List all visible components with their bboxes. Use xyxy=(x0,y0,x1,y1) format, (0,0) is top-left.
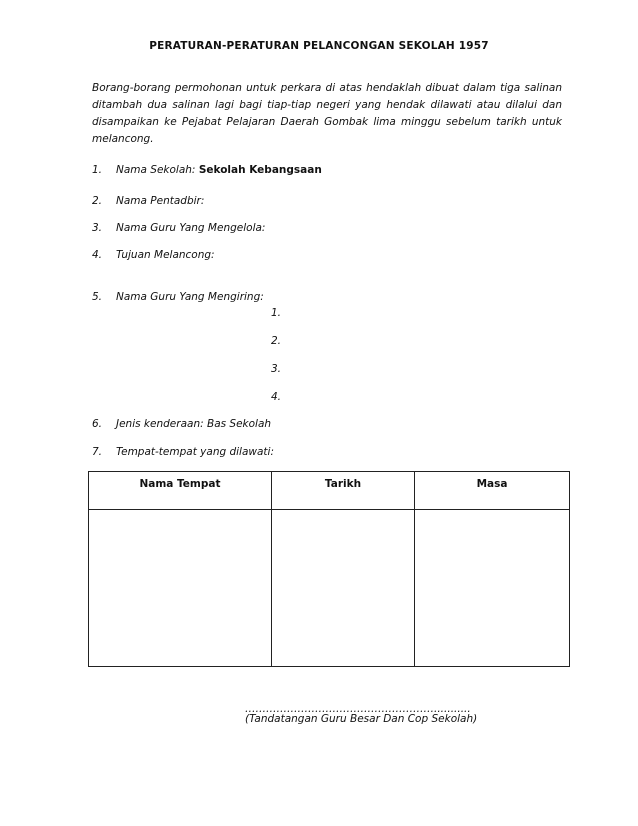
signature-caption: (Tandatangan Guru Besar Dan Cop Sekolah) xyxy=(245,713,478,725)
item-label: Nama Guru Yang Mengelola: xyxy=(116,222,266,234)
time-cell[interactable] xyxy=(415,510,570,667)
item-label: Nama Sekolah: xyxy=(116,164,196,176)
places-table xyxy=(88,471,570,667)
item-number: 4. xyxy=(92,249,103,261)
item-number: 6. xyxy=(92,418,103,430)
vehicle-type-value: Bas Sekolah xyxy=(206,418,272,430)
signature-line: ………………………………………………........... xyxy=(245,703,471,715)
item-label: Tempat-tempat yang dilawati: xyxy=(116,446,275,458)
column-header-time: Masa xyxy=(415,472,570,510)
place-cell[interactable] xyxy=(89,510,272,667)
escort-slot: 4. xyxy=(271,391,282,403)
table-row xyxy=(89,510,570,667)
escort-slot: 2. xyxy=(271,335,282,347)
school-name-value: Sekolah Kebangsaan xyxy=(198,164,322,176)
column-header-date: Tarikh xyxy=(272,472,415,510)
item-number: 2. xyxy=(92,195,103,207)
instructions-paragraph: Borang-borang permohonan untuk perkara di atas hendaklah dibuat dalam tiga salinan ditambah dua salinan lagi bagi tiap-tiap negeri yang hendak dilawati atau dilalui dan disampaikan ke Pejabat Pelajaran Daerah Gombak lima minggu sebelum tarikh untuk melancong. xyxy=(92,82,562,145)
escort-slot: 1. xyxy=(271,307,282,319)
item-number: 5. xyxy=(92,291,103,303)
item-label: Jenis kenderaan: xyxy=(116,418,204,430)
item-label: Nama Pentadbir: xyxy=(116,195,205,207)
item-label: Nama Guru Yang Mengiring: xyxy=(116,291,264,303)
item-number: 3. xyxy=(92,222,103,234)
item-number: 7. xyxy=(92,446,103,458)
form-title: PERATURAN-PERATURAN PELANCONGAN SEKOLAH 1957 xyxy=(149,40,489,52)
item-number: 1. xyxy=(92,164,103,176)
escort-slot: 3. xyxy=(271,363,282,375)
date-cell[interactable] xyxy=(272,510,415,667)
item-label: Tujuan Melancong: xyxy=(116,249,215,261)
column-header-place: Nama Tempat xyxy=(89,472,272,510)
